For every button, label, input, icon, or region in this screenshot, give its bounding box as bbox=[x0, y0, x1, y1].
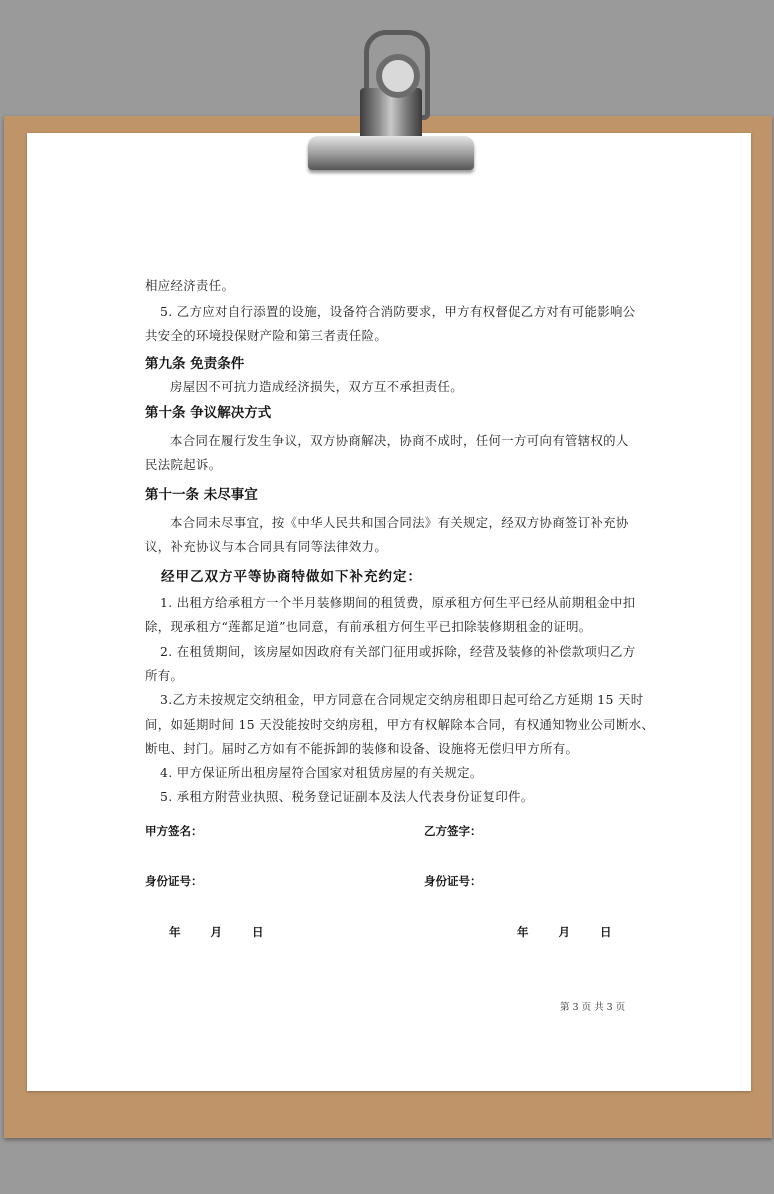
text-line: 4. 甲方保证所出租房屋符合国家对租赁房屋的有关规定。 bbox=[160, 765, 483, 780]
page-number: 第 3 页 共 3 页 bbox=[560, 1002, 626, 1013]
month-label: 月 bbox=[210, 925, 223, 939]
text-line: 本合同在履行发生争议，双方协商解决，协商不成时，任何一方可向有管辖权的人 bbox=[170, 433, 629, 448]
party-b-id-label: 身份证号： bbox=[424, 874, 482, 888]
text-line: 除，现承租方“莲都足道”也同意，有前承租方何生平已扣除装修期租金的证明。 bbox=[145, 619, 592, 634]
year-label: 年 bbox=[517, 925, 529, 939]
section-heading-11: 第十一条 未尽事宜 bbox=[145, 487, 258, 503]
supplement-title: 经甲乙双方平等协商特做如下补充约定： bbox=[161, 569, 422, 585]
text-line: 议，补充协议与本合同具有同等法律效力。 bbox=[145, 539, 388, 554]
binder-clip-icon bbox=[300, 24, 480, 184]
section-heading-10: 第十条 争议解决方式 bbox=[145, 405, 272, 421]
party-a-signature-label: 甲方签名： bbox=[145, 824, 203, 838]
text-line: 3.乙方未按规定交纳租金，甲方同意在合同规定交纳房租即日起可给乙方延期 15 天时 bbox=[160, 692, 644, 707]
document-page bbox=[27, 133, 751, 1091]
text-line: 2. 在租赁期间，该房屋如因政府有关部门征用或拆除，经营及装修的补偿款项归乙方 bbox=[160, 644, 636, 659]
day-label: 日 bbox=[252, 925, 264, 939]
party-b-signature-label: 乙方签字： bbox=[424, 824, 482, 838]
text-line: 本合同未尽事宜，按《中华人民共和国合同法》有关规定，经双方协商签订补充协 bbox=[170, 515, 629, 530]
text-line: 民法院起诉。 bbox=[145, 457, 222, 472]
text-line: 断电、封门。届时乙方如有不能拆卸的装修和设备、设施将无偿归甲方所有。 bbox=[145, 741, 579, 756]
text-line: 相应经济责任。 bbox=[145, 278, 235, 293]
party-b-date bbox=[517, 924, 638, 940]
text-line: 共安全的环境投保财产险和第三者责任险。 bbox=[145, 328, 388, 343]
text-line: 1. 出租方给承租方一个半月装修期间的租赁费，原承租方何生平已经从前期租金中扣 bbox=[160, 595, 636, 610]
party-a-id-label: 身份证号： bbox=[145, 874, 203, 888]
month-label: 月 bbox=[558, 925, 571, 939]
party-a-date bbox=[169, 924, 290, 940]
day-label: 日 bbox=[600, 925, 612, 939]
section-heading-9: 第九条 免责条件 bbox=[145, 356, 245, 372]
text-line: 房屋因不可抗力造成经济损失，双方互不承担责任。 bbox=[170, 379, 464, 394]
year-label: 年 bbox=[169, 925, 181, 939]
text-line: 间，如延期时间 15 天没能按时交纳房租，甲方有权解除本合同，有权通知物业公司断水、 bbox=[145, 717, 655, 732]
text-line: 5. 乙方应对自行添置的设施，设备符合消防要求，甲方有权督促乙方对有可能影响公 bbox=[160, 304, 636, 319]
text-line: 所有。 bbox=[145, 668, 184, 683]
text-line: 5. 承租方附营业执照、税务登记证副本及法人代表身份证复印件。 bbox=[160, 789, 534, 804]
